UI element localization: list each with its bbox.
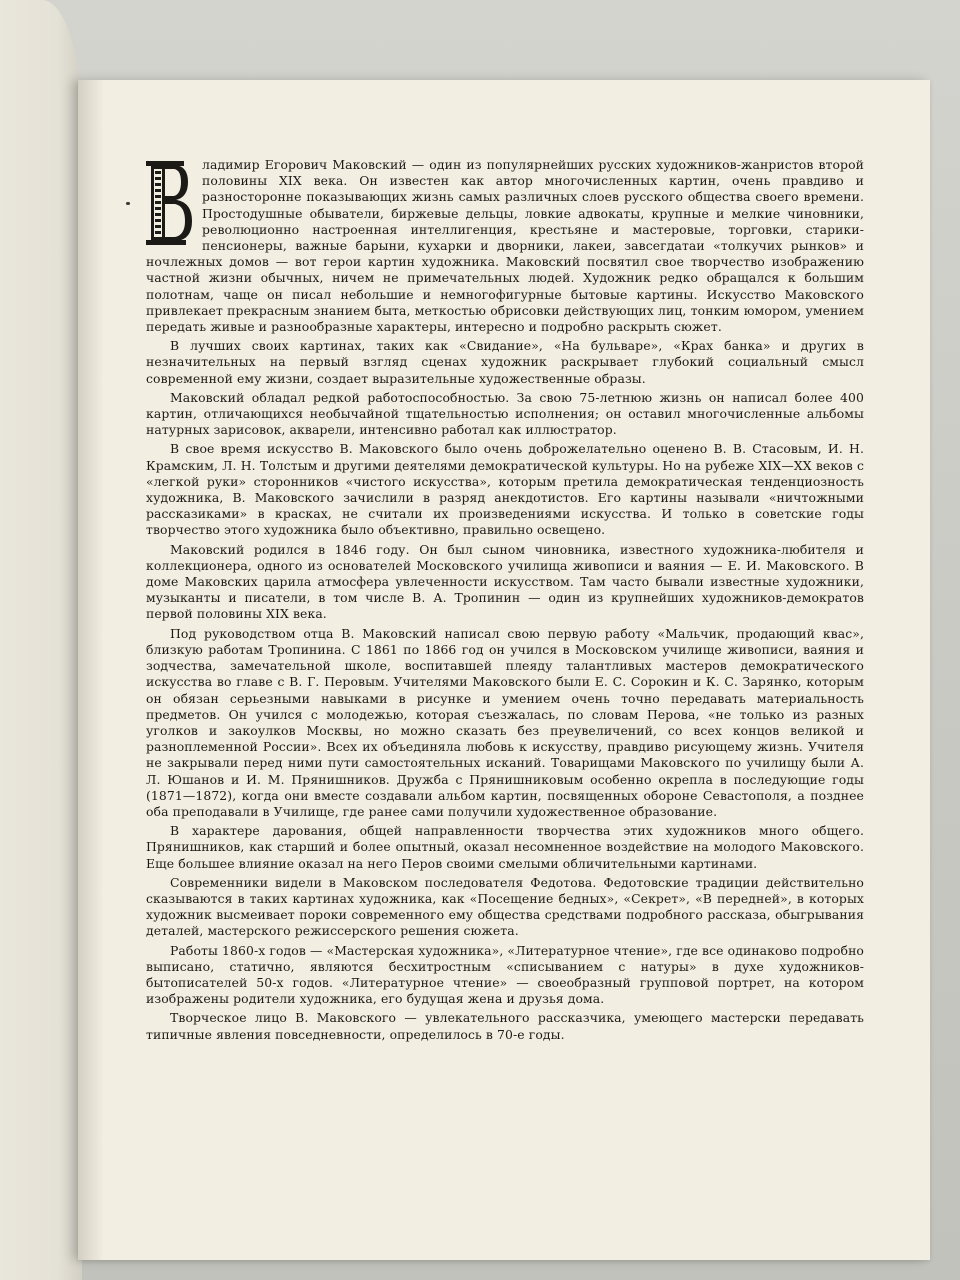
- page-gutter-shadow: [78, 80, 104, 1260]
- article-text: [146, 157, 864, 1046]
- ink-speck: [126, 202, 130, 205]
- paragraph-7: В характере дарования, общей направленности творчества этих художников много общего. Прянишников, как старший и более опытный, оказал несомненное воздействие на молодого Маковского. Еще большее влияние оказал на него Перов своими смелыми обличительными картинами.: [146, 823, 864, 871]
- paragraph-10: Творческое лицо В. Маковского — увлекательного рассказчика, умеющего мастерски передавать типичные явления повседневности, определилось в 70-е годы.: [146, 1010, 864, 1042]
- paragraph-1-text: ладимир Егорович Маковский — один из популярнейших русских художников-жанристов второй половины XIX века. Он известен как автор многочисленных картин, очень правдиво и разносторонне показывающих жизнь самых различных слоев русского общества своего времени. Простодушные обыватели, биржевые дельцы, ловкие адвокаты, крупные и мелкие чиновники, революционно настроенная интеллигенция, крестьяне и мастеровые, торговки, старики-пенсионеры, важные барыни, кухарки и дворники, лакеи, завсегдатаи «толкучих рынков» и ночлежных домов — вот герои картин художника. Маковский посвятил свое творчество изображению частной жизни обычных, ничем не примечательных людей. Художник редко обращался к большим полотнам, чаще он писал небольшие и немногофигурные бытовые картины. Искусство Маковского привлекает прекрасным знанием быта, меткостью обрисовки действующих лиц, тонким юмором, умением передать живые и разнообразные характеры, интересно и подробно раскрыть сюжет.: [146, 157, 864, 335]
- paragraph-3: Маковский обладал редкой работоспособностью. За свою 75-летнюю жизнь он написал более 400 картин, отличающихся необычайной тщательностью исполнения; он оставил многочисленные альбомы натурных зарисовок, акварели, интенсивно работал как иллюстратор.: [146, 389, 864, 438]
- paragraph-1: [146, 157, 864, 335]
- paragraph-2: В лучших своих картинах, таких как «Свидание», «На бульваре», «Крах банка» и других в незначительных на первый взгляд сценах художник раскрывает глубокий социальный смысл современной ему жизни, создает выразительные художественные образы.: [146, 338, 864, 386]
- dropcap-initial: [146, 161, 192, 245]
- paragraph-8: Современники видели в Маковском последователя Федотова. Федотовские традиции действительно сказываются в таких картинах художника, как «Посещение бедных», «Секрет», «В передней», в которых художник высмеивает пороки современного ему общества средствами подробного рассказа, обыгрывания деталей, мастерского режиссерского решения сюжета.: [146, 874, 864, 939]
- paragraph-9: Работы 1860-х годов — «Мастерская художника», «Литературное чтение», где все одинаково подробно выписано, статично, являются бесхитростным «списыванием с натуры» в духе художников-бытописателей 50-х годов. «Литературное чтение» — своеобразный групповой портрет, на котором изображены родители художника, его будущая жена и друзья дома.: [146, 942, 864, 1007]
- paragraph-6: Под руководством отца В. Маковский написал свою первую работу «Мальчик, продающий квас», близкую работам Тропинина. С 1861 по 1866 год он учился в Московском училище живописи, ваяния и зодчества, замечательной школе, воспитавшей плеяду талантливых мастеров демократического искусства во главе с В. Г. Перовым. Учителями Маковского были Е. С. Сорокин и К. С. Зарянко, которым он обязан серьезными навыками в рисунке и умением очень точно передавать материальность предметов. Он учился с молодежью, которая съезжалась, по словам Перова, «не только из разных уголков и закоулков Москвы, но можно сказать без преувеличений, со всех концов великой и разноплеменной России». Всех их объединяла любовь к искусству, правдиво рисующему жизнь. Учителя не закрывали перед ними пути самостоятельных исканий. Товарищами Маковского по училищу были А. Л. Юшанов и И. М. Прянишников. Дружба с Прянишниковым особенно окрепла в последующие годы (1871—1872), когда они вместе создавали альбом картин, посвященных обороне Севастополя, а позднее оба преподавали в Училище, где ранее сами получили художественное образование.: [146, 625, 864, 819]
- book-page: [78, 80, 930, 1260]
- paragraph-5: Маковский родился в 1846 году. Он был сыном чиновника, известного художника-любителя и коллекционера, одного из основателей Московского училища живописи и ваяния — Е. И. Маковского. В доме Маковских царила атмосфера увлеченности искусством. Там часто бывали известные художники, музыканты и писатели, в том числе В. А. Тропинин — один из крупнейших художников-демократов первой половины XIX века.: [146, 541, 864, 622]
- previous-page-edge: [0, 0, 82, 1280]
- paragraph-4: В свое время искусство В. Маковского было очень доброжелательно оценено В. В. Стасовым, И. Н. Крамским, Л. Н. Толстым и другими деятелями демократической культуры. Но на рубеже XIX—XX веков с «легкой руки» сторонников «чистого искусства», которым претила демократическая тенденциозность художника, В. Маковского зачислили в разряд анекдотистов. Его картины называли «ничтожными рассказиками» в красках, не считали их произведениями искусства. И только в советские годы творчество этого художника было объективно, правильно освещено.: [146, 441, 864, 538]
- dropcap-letter: [146, 161, 192, 245]
